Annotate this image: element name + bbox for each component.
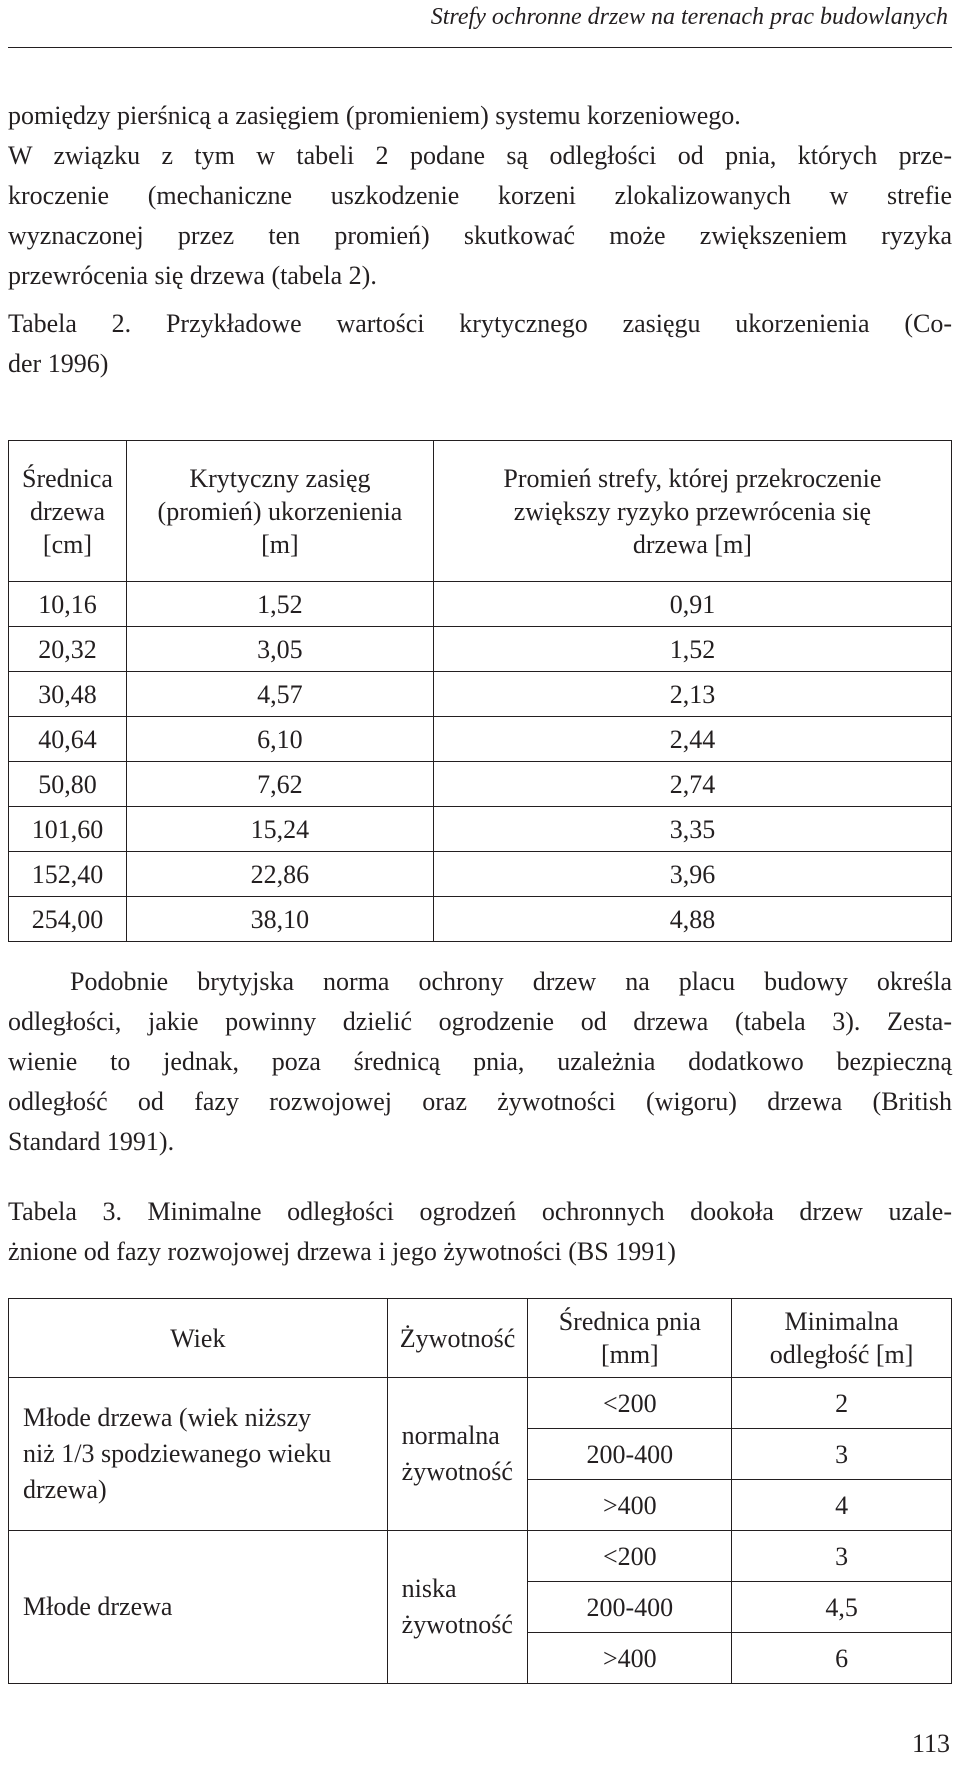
header-line: [m] bbox=[261, 529, 299, 559]
table-cell: 4,5 bbox=[732, 1582, 952, 1633]
table-cell: 10,16 bbox=[9, 582, 127, 627]
table-row bbox=[9, 672, 952, 717]
body-paragraph-2 bbox=[8, 962, 952, 1162]
table-cell: <200 bbox=[528, 1378, 732, 1429]
running-header: Strefy ochronne drzew na terenach prac budowlanych bbox=[430, 4, 948, 30]
table2-caption bbox=[8, 304, 952, 384]
body-line: wienie to jednak, poza średnicą pnia, uzależnia dodatkowo bezpieczną bbox=[8, 1047, 952, 1076]
caption-line: der 1996) bbox=[8, 349, 109, 378]
table-cell: >400 bbox=[528, 1633, 732, 1684]
body-line: odległości, jakie powinny dzielić ogrodzenie od drzewa (tabela 3). Zesta- bbox=[8, 1007, 952, 1036]
cell-line: drzewa) bbox=[23, 1475, 107, 1504]
table-row bbox=[9, 897, 952, 942]
table-cell: 3,05 bbox=[126, 627, 433, 672]
cell-line: normalna bbox=[401, 1421, 500, 1450]
table-cell: 2,74 bbox=[433, 762, 951, 807]
header-line: Średnica bbox=[21, 463, 113, 493]
cell-line: Młode drzewa (wiek niższy bbox=[23, 1403, 312, 1432]
table-row bbox=[9, 582, 952, 627]
table-cell: 4,57 bbox=[126, 672, 433, 717]
header-line: zwiększy ryzyko przewrócenia się bbox=[513, 496, 872, 526]
table-cell: 4,88 bbox=[433, 897, 951, 942]
body-line: Standard 1991). bbox=[8, 1127, 175, 1156]
table-cell: 50,80 bbox=[9, 762, 127, 807]
caption-line: żnione od fazy rozwojowej drzewa i jego żywotności (BS 1991) bbox=[8, 1237, 676, 1266]
intro-paragraph bbox=[8, 96, 952, 296]
header-line: odległość [m] bbox=[769, 1340, 914, 1369]
table-cell: 3,96 bbox=[433, 852, 951, 897]
table-cell: 6 bbox=[732, 1633, 952, 1684]
page-number: 113 bbox=[911, 1729, 950, 1758]
table3-vitality-cell bbox=[387, 1531, 528, 1684]
table3-header-age: Wiek bbox=[9, 1299, 388, 1378]
table3-age-cell bbox=[9, 1531, 388, 1684]
intro-line: kroczenie (mechaniczne uszkodzenie korzeni zlokalizowanych w strefie bbox=[8, 181, 952, 210]
table2-header-diameter bbox=[9, 441, 127, 582]
table-row bbox=[9, 1531, 952, 1582]
table2-header-critical-range bbox=[126, 441, 433, 582]
header-line: Promień strefy, której przekroczenie bbox=[503, 463, 882, 493]
table-row bbox=[9, 717, 952, 762]
table-cell: 30,48 bbox=[9, 672, 127, 717]
table-cell: 200-400 bbox=[528, 1429, 732, 1480]
header-line: Minimalna bbox=[784, 1307, 899, 1336]
table-row bbox=[9, 627, 952, 672]
table-cell: 3,35 bbox=[433, 807, 951, 852]
intro-line: W związku z tym w tabeli 2 podane są odległości od pnia, których prze- bbox=[8, 141, 952, 170]
header-line: drzewa [m] bbox=[632, 529, 752, 559]
table-cell: 3 bbox=[732, 1429, 952, 1480]
table-cell: 101,60 bbox=[9, 807, 127, 852]
table-cell: <200 bbox=[528, 1531, 732, 1582]
table-cell: 1,52 bbox=[126, 582, 433, 627]
table-cell: 3 bbox=[732, 1531, 952, 1582]
caption-line: Tabela 2. Przykładowe wartości krytycznego zasięgu ukorzenienia (Co- bbox=[8, 309, 952, 338]
cell-line: żywotność bbox=[401, 1610, 513, 1639]
table3-header-row bbox=[9, 1299, 952, 1378]
cell-line: niż 1/3 spodziewanego wieku bbox=[23, 1439, 332, 1468]
header-line: [cm] bbox=[42, 529, 93, 559]
table-cell: >400 bbox=[528, 1480, 732, 1531]
table-cell: 0,91 bbox=[433, 582, 951, 627]
header-rule bbox=[8, 47, 952, 48]
header-line: Średnica pnia bbox=[558, 1307, 701, 1336]
header-line: [mm] bbox=[600, 1340, 659, 1369]
table2-header-zone-radius bbox=[433, 441, 951, 582]
body-line: odległość od fazy rozwojowej oraz żywotności (wigoru) drzewa (British bbox=[8, 1087, 952, 1116]
table-cell: 40,64 bbox=[9, 717, 127, 762]
table2-header-row bbox=[9, 441, 952, 582]
table-cell: 2 bbox=[732, 1378, 952, 1429]
header-line: drzewa bbox=[29, 496, 105, 526]
caption-line: Tabela 3. Minimalne odległości ogrodzeń ochronnych dookoła drzew uzale- bbox=[8, 1197, 952, 1226]
table3 bbox=[8, 1298, 952, 1684]
table-cell: 22,86 bbox=[126, 852, 433, 897]
table3-header-diameter bbox=[528, 1299, 732, 1378]
table3-vitality-cell bbox=[387, 1378, 528, 1531]
intro-line: pomiędzy pierśnicą a zasięgiem (promieniem) systemu korzeniowego. bbox=[8, 101, 741, 130]
table3-header-min-distance bbox=[732, 1299, 952, 1378]
cell-line: Młode drzewa bbox=[23, 1592, 173, 1621]
table-cell: 2,44 bbox=[433, 717, 951, 762]
table-cell: 6,10 bbox=[126, 717, 433, 762]
body-line: Podobnie brytyjska norma ochrony drzew na placu budowy określa bbox=[70, 967, 952, 996]
table-cell: 200-400 bbox=[528, 1582, 732, 1633]
table-cell: 7,62 bbox=[126, 762, 433, 807]
cell-line: niska bbox=[401, 1574, 457, 1603]
table3-caption bbox=[8, 1192, 952, 1272]
intro-line: wyznaczonej przez ten promień) skutkować może zwiększeniem ryzyka bbox=[8, 221, 952, 250]
table-cell: 20,32 bbox=[9, 627, 127, 672]
table-row bbox=[9, 1378, 952, 1429]
intro-line: przewrócenia się drzewa (tabela 2). bbox=[8, 261, 377, 290]
table-row bbox=[9, 807, 952, 852]
cell-line: żywotność bbox=[401, 1457, 513, 1486]
table-row bbox=[9, 852, 952, 897]
table3-age-cell bbox=[9, 1378, 388, 1531]
header-line: (promień) ukorzenienia bbox=[157, 496, 403, 526]
table-cell: 2,13 bbox=[433, 672, 951, 717]
table-cell: 254,00 bbox=[9, 897, 127, 942]
table-row bbox=[9, 762, 952, 807]
table-cell: 4 bbox=[732, 1480, 952, 1531]
table2 bbox=[8, 440, 952, 942]
table3-header-vitality: Żywotność bbox=[387, 1299, 528, 1378]
table-cell: 1,52 bbox=[433, 627, 951, 672]
table-cell: 38,10 bbox=[126, 897, 433, 942]
table-cell: 152,40 bbox=[9, 852, 127, 897]
header-line: Krytyczny zasięg bbox=[189, 463, 371, 493]
table-cell: 15,24 bbox=[126, 807, 433, 852]
